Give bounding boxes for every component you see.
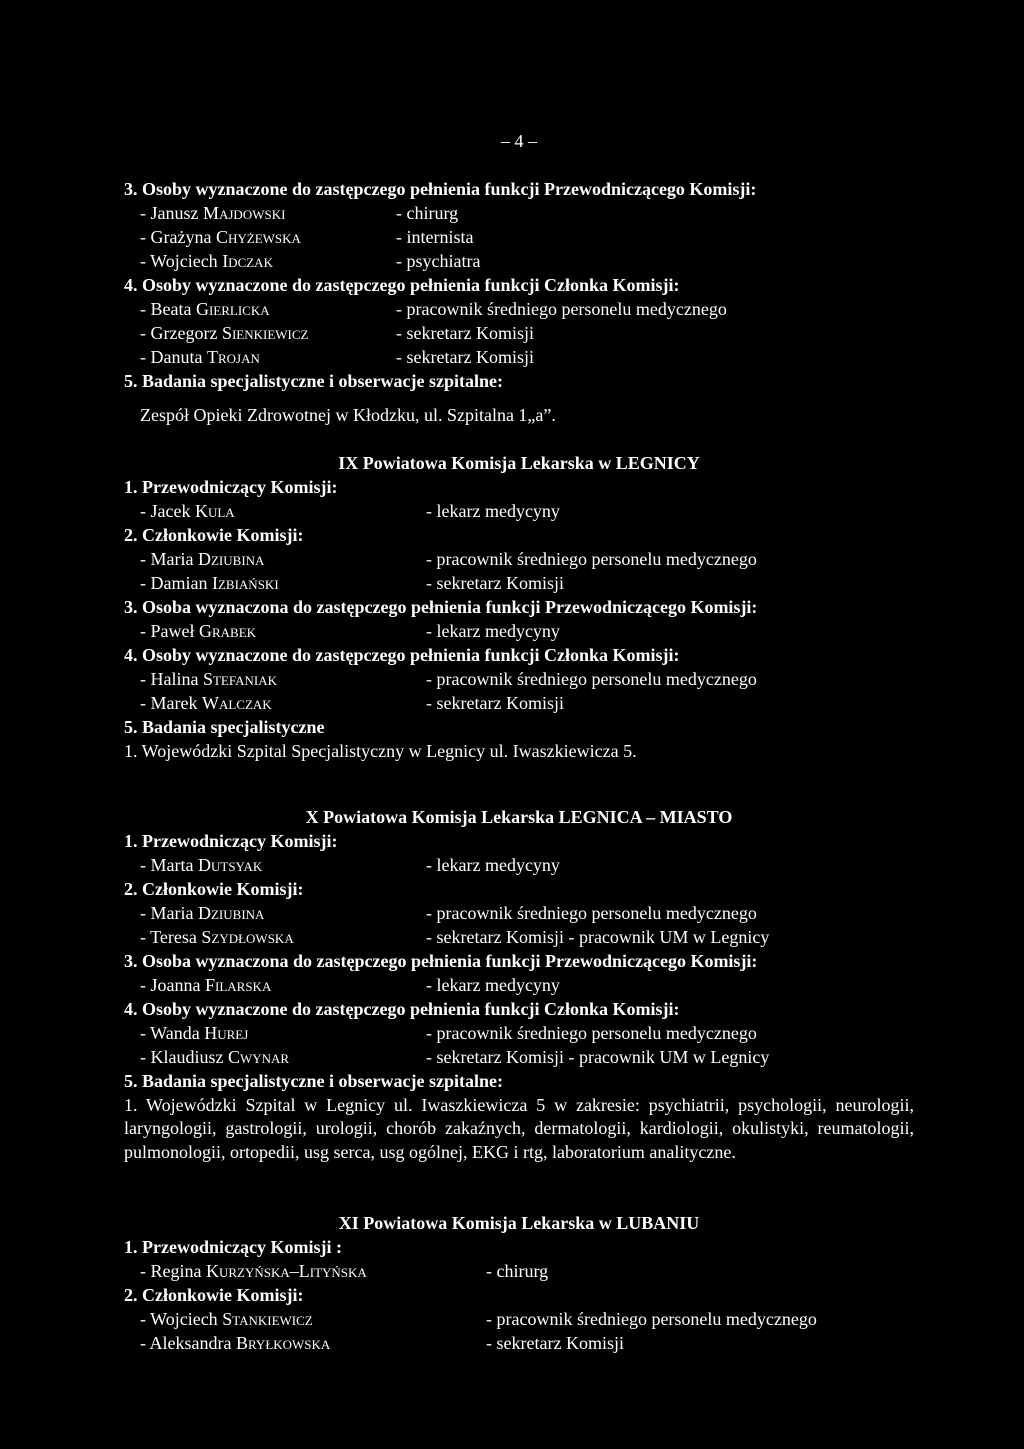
person-row: - Beata Gierlicka - pracownik średniego personelu medycznego	[140, 299, 727, 319]
person-row: - Wojciech Stankiewicz - pracownik średniego personelu medycznego	[140, 1309, 817, 1329]
person-row: - Grażyna Chyżewska - internista	[140, 227, 474, 247]
section-ix-legnica	[124, 452, 914, 764]
person-row: - Danuta Trojan - sekretarz Komisji	[140, 347, 534, 367]
heading-3: 3. Osoba wyznaczona do zastępczego pełnienia funkcji Przewodniczącego Komisji:	[124, 951, 758, 971]
person-row: - Damian Izbiański - sekretarz Komisji	[140, 573, 564, 593]
heading-4: 4. Osoby wyznaczone do zastępczego pełnienia funkcji Członka Komisji:	[124, 275, 680, 295]
person-row: - Joanna Filarska - lekarz medycyny	[140, 975, 560, 995]
heading-5: 5. Badania specjalistyczne	[124, 717, 325, 737]
heading-2: 2. Członkowie Komisji:	[124, 1285, 304, 1305]
section-continuation	[124, 178, 914, 428]
person-row: - Marek Walczak - sekretarz Komisji	[140, 693, 564, 713]
person-row: - Halina Stefaniak - pracownik średniego personelu medycznego	[140, 669, 757, 689]
heading-1: 1. Przewodniczący Komisji:	[124, 831, 338, 851]
heading-2: 2. Członkowie Komisji:	[124, 525, 304, 545]
heading-1: 1. Przewodniczący Komisji :	[124, 1237, 342, 1257]
heading-2: 2. Członkowie Komisji:	[124, 879, 304, 899]
heading-5: 5. Badania specjalistyczne i obserwacje szpitalne:	[124, 1071, 503, 1091]
person-row: - Klaudiusz Cwynar - sekretarz Komisji - pracownik UM w Legnicy	[140, 1047, 770, 1067]
hospital-text: Zespół Opieki Zdrowotnej w Kłodzku, ul. Szpitalna 1„a”.	[140, 405, 556, 425]
hospital-text: 1. Wojewódzki Szpital Specjalistyczny w Legnicy ul. Iwaszkiewicza 5.	[124, 741, 637, 761]
section-title: IX Powiatowa Komisja Lekarska w LEGNICY	[338, 453, 700, 473]
page-number: – 4 –	[501, 131, 537, 151]
person-row: - Aleksandra Bryłkowska - sekretarz Komisji	[140, 1333, 624, 1353]
person-row: - Wojciech Idczak - psychiatra	[140, 251, 481, 271]
heading-5: 5. Badania specjalistyczne i obserwacje szpitalne:	[124, 371, 503, 391]
section-title: XI Powiatowa Komisja Lekarska w LUBANIU	[338, 1213, 700, 1233]
person-row: - Paweł Grabek - lekarz medycyny	[140, 621, 560, 641]
section-x-legnica-miasto	[124, 806, 914, 1164]
heading-3: 3. Osoby wyznaczone do zastępczego pełnienia funkcji Przewodniczącego Komisji:	[124, 179, 757, 199]
person-row: - Wanda Hurej - pracownik średniego personelu medycznego	[140, 1023, 757, 1043]
heading-4: 4. Osoby wyznaczone do zastępczego pełnienia funkcji Członka Komisji:	[124, 645, 680, 665]
section-xi-luban	[124, 1212, 914, 1356]
person-row: - Maria Dziubina - pracownik średniego personelu medycznego	[140, 549, 757, 569]
person-row: - Regina Kurzyńska–Lityńska - chirurg	[140, 1261, 549, 1281]
person-row: - Grzegorz Sienkiewicz - sekretarz Komisji	[140, 323, 534, 343]
section-title: X Powiatowa Komisja Lekarska LEGNICA – MIASTO	[305, 807, 733, 827]
hospital-text: 1. Wojewódzki Szpital w Legnicy ul. Iwaszkiewicza 5 w zakresie: psychiatrii, psychologii, neurologii, laryngologii, gastrologii, urologii, chorób zakaźnych, dermatologii, kardiologii, okulistyki, reumatologii, pulmonologii, ortopedii, usg serca, usg ogólnej, EKG i rtg, laboratorium analityczne.	[124, 1095, 914, 1162]
heading-3: 3. Osoba wyznaczona do zastępczego pełnienia funkcji Przewodniczącego Komisji:	[124, 597, 758, 617]
heading-1: 1. Przewodniczący Komisji:	[124, 477, 338, 497]
person-row: - Janusz Majdowski - chirurg	[140, 203, 459, 223]
person-row: - Jacek Kula - lekarz medycyny	[140, 501, 560, 521]
person-row: - Maria Dziubina - pracownik średniego personelu medycznego	[140, 903, 757, 923]
person-row: - Teresa Szydłowska - sekretarz Komisji - pracownik UM w Legnicy	[140, 927, 770, 947]
person-row: - Marta Dutsyak - lekarz medycyny	[140, 855, 560, 875]
heading-4: 4. Osoby wyznaczone do zastępczego pełnienia funkcji Członka Komisji:	[124, 999, 680, 1019]
